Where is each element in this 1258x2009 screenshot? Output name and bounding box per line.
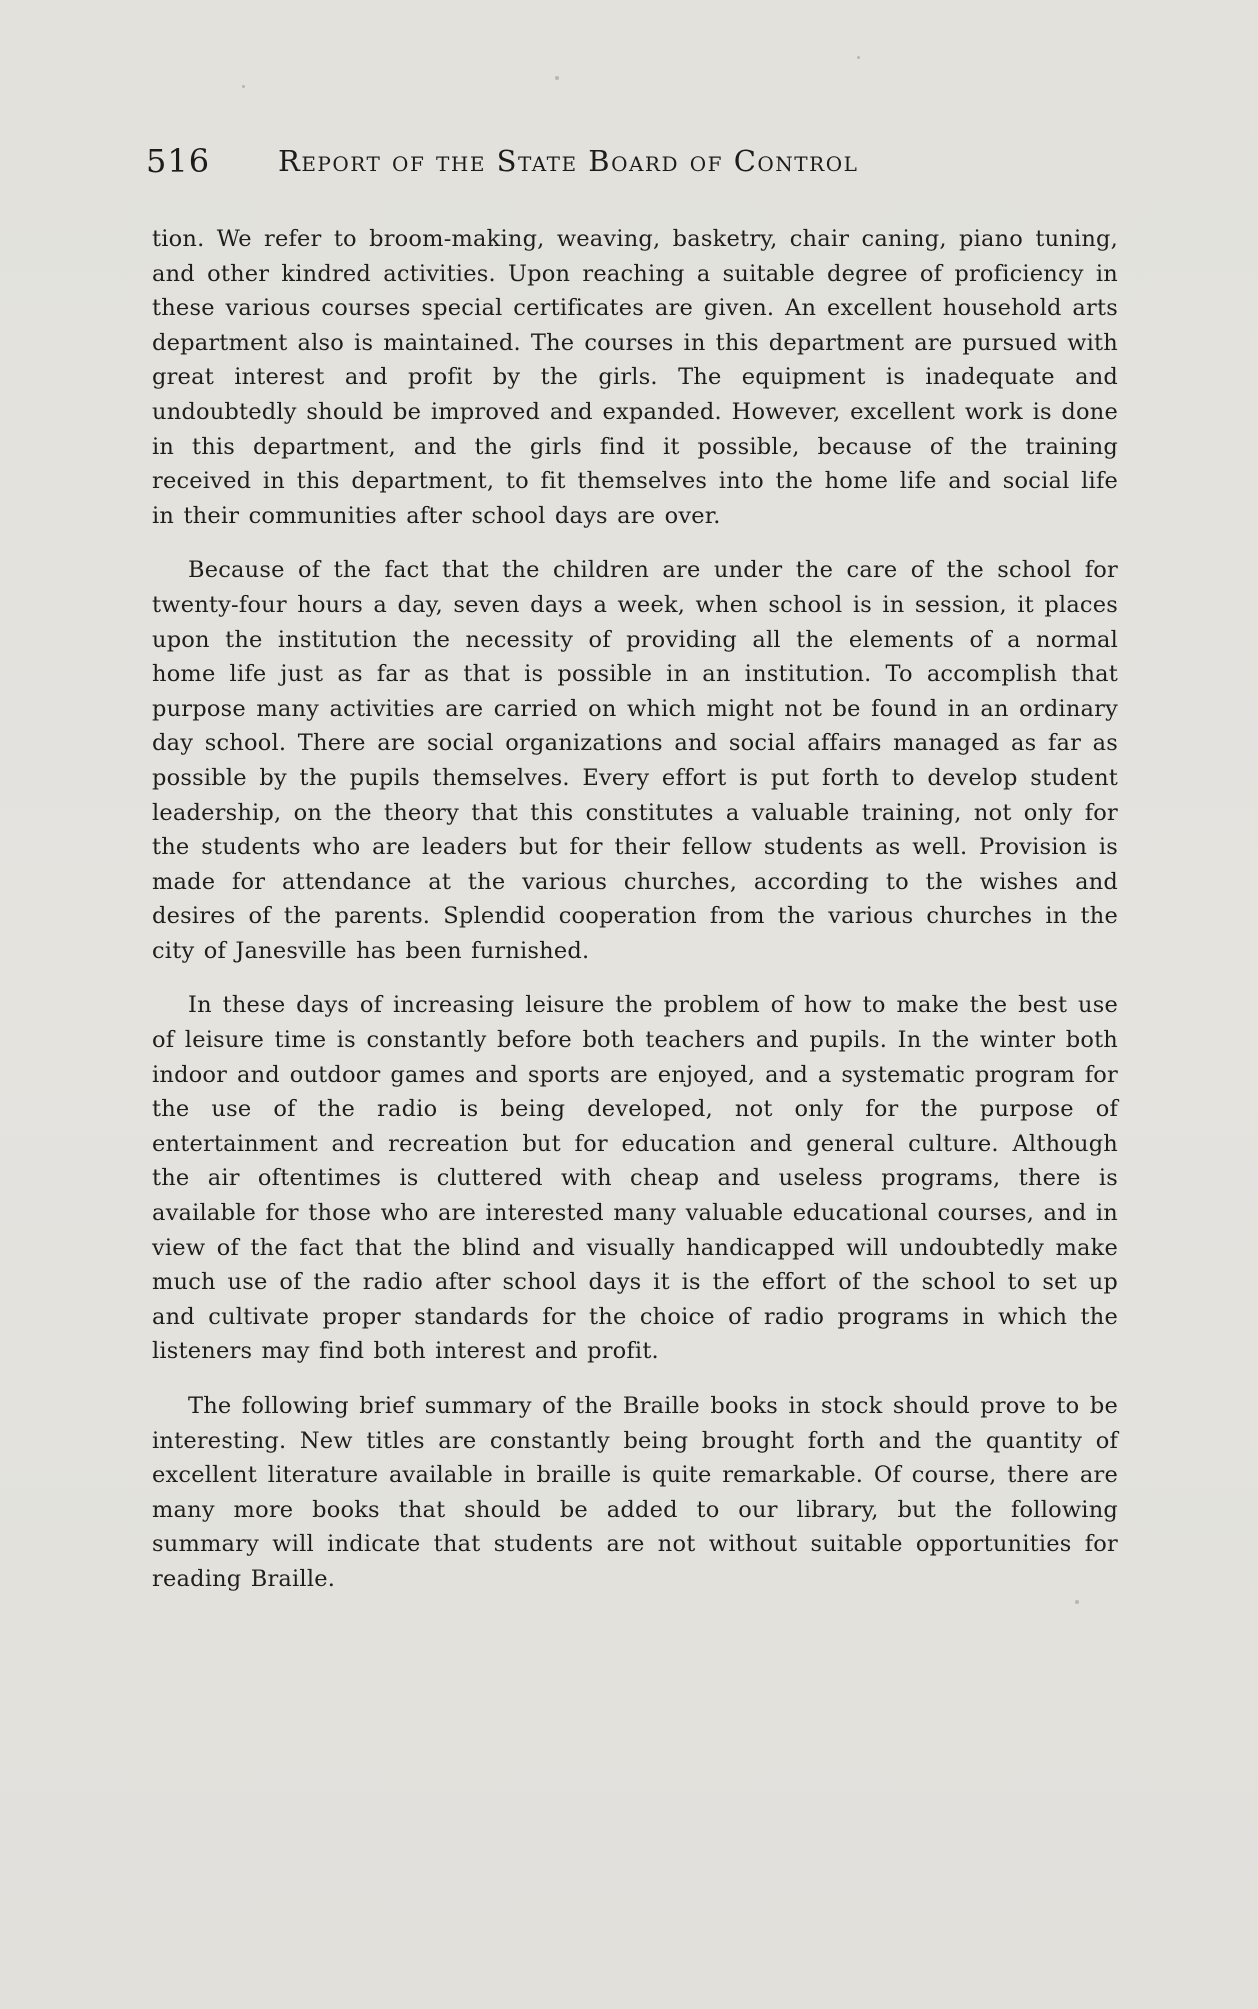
page-number: 516 [146,142,211,180]
paper-speck [242,85,245,88]
paragraph-braille-books: The following brief summary of the Braille books in stock should prove to be interesting. New titles are constantly being brought forth and the quantity of excellent literature available in braille is quite remarkable. Of course, there are many more books that should be added to our library, but the following summary will indicate that students are not without suitable opportunities for reading Braille. [152,1393,1118,1592]
paragraph-continuation: tion. We refer to broom-making, weaving, basketry, chair caning, piano tuning, and other kindred activities. Upon reaching a suitable degree of proficiency in these various courses special certificates are given. An excellent household arts department also is maintained. The courses in this department are pursued with great interest and profit by the girls. The equipment is inadequate and undoubtedly should be improved and expanded. However, excellent work is done in this department, and the girls find it possible, because of the training received in this department, to fit themselves into the home life and social life in their communities after school days are over. [152,226,1118,529]
paper-speck [555,76,559,80]
page-header [146,138,1126,198]
running-head: Report of the State Board of Control [278,144,859,178]
paper-speck [1075,1600,1079,1604]
paper-speck [857,56,860,59]
paragraph-home-life: Because of the fact that the children are under the care of the school for twenty-four hours a day, seven days a week, when school is in session, it places upon the institution the necessity of providing all the elements of a normal home life just as far as that is possible in an institution. To accomplish that purpose many activities are carried on which might not be found in an ordinary day school. There are social organizations and social affairs managed as far as possible by the pupils themselves. Every effort is put forth to develop student leadership, on the theory that this constitutes a valuable training, not only for the students who are leaders but for their fellow students as well. Provision is made for attendance at the various churches, according to the wishes and desires of the parents. Splendid cooperation from the various churches in the city of Janesville has been furnished. [152,557,1118,964]
body-text [152,222,1118,1597]
paragraph-leisure-radio: In these days of increasing leisure the problem of how to make the best use of leisure time is constantly before both teachers and pupils. In the winter both indoor and outdoor games and sports are enjoyed, and a systematic program for the use of the radio is being developed, not only for the purpose of entertainment and recreation but for education and general culture. Although the air oftentimes is cluttered with cheap and useless programs, there is available for those who are interested many valuable educational courses, and in view of the fact that the blind and visually handicapped will undoubtedly make much use of the radio after school days it is the effort of the school to set up and cultivate proper standards for the choice of radio programs in which the listeners may find both interest and profit. [152,992,1118,1365]
